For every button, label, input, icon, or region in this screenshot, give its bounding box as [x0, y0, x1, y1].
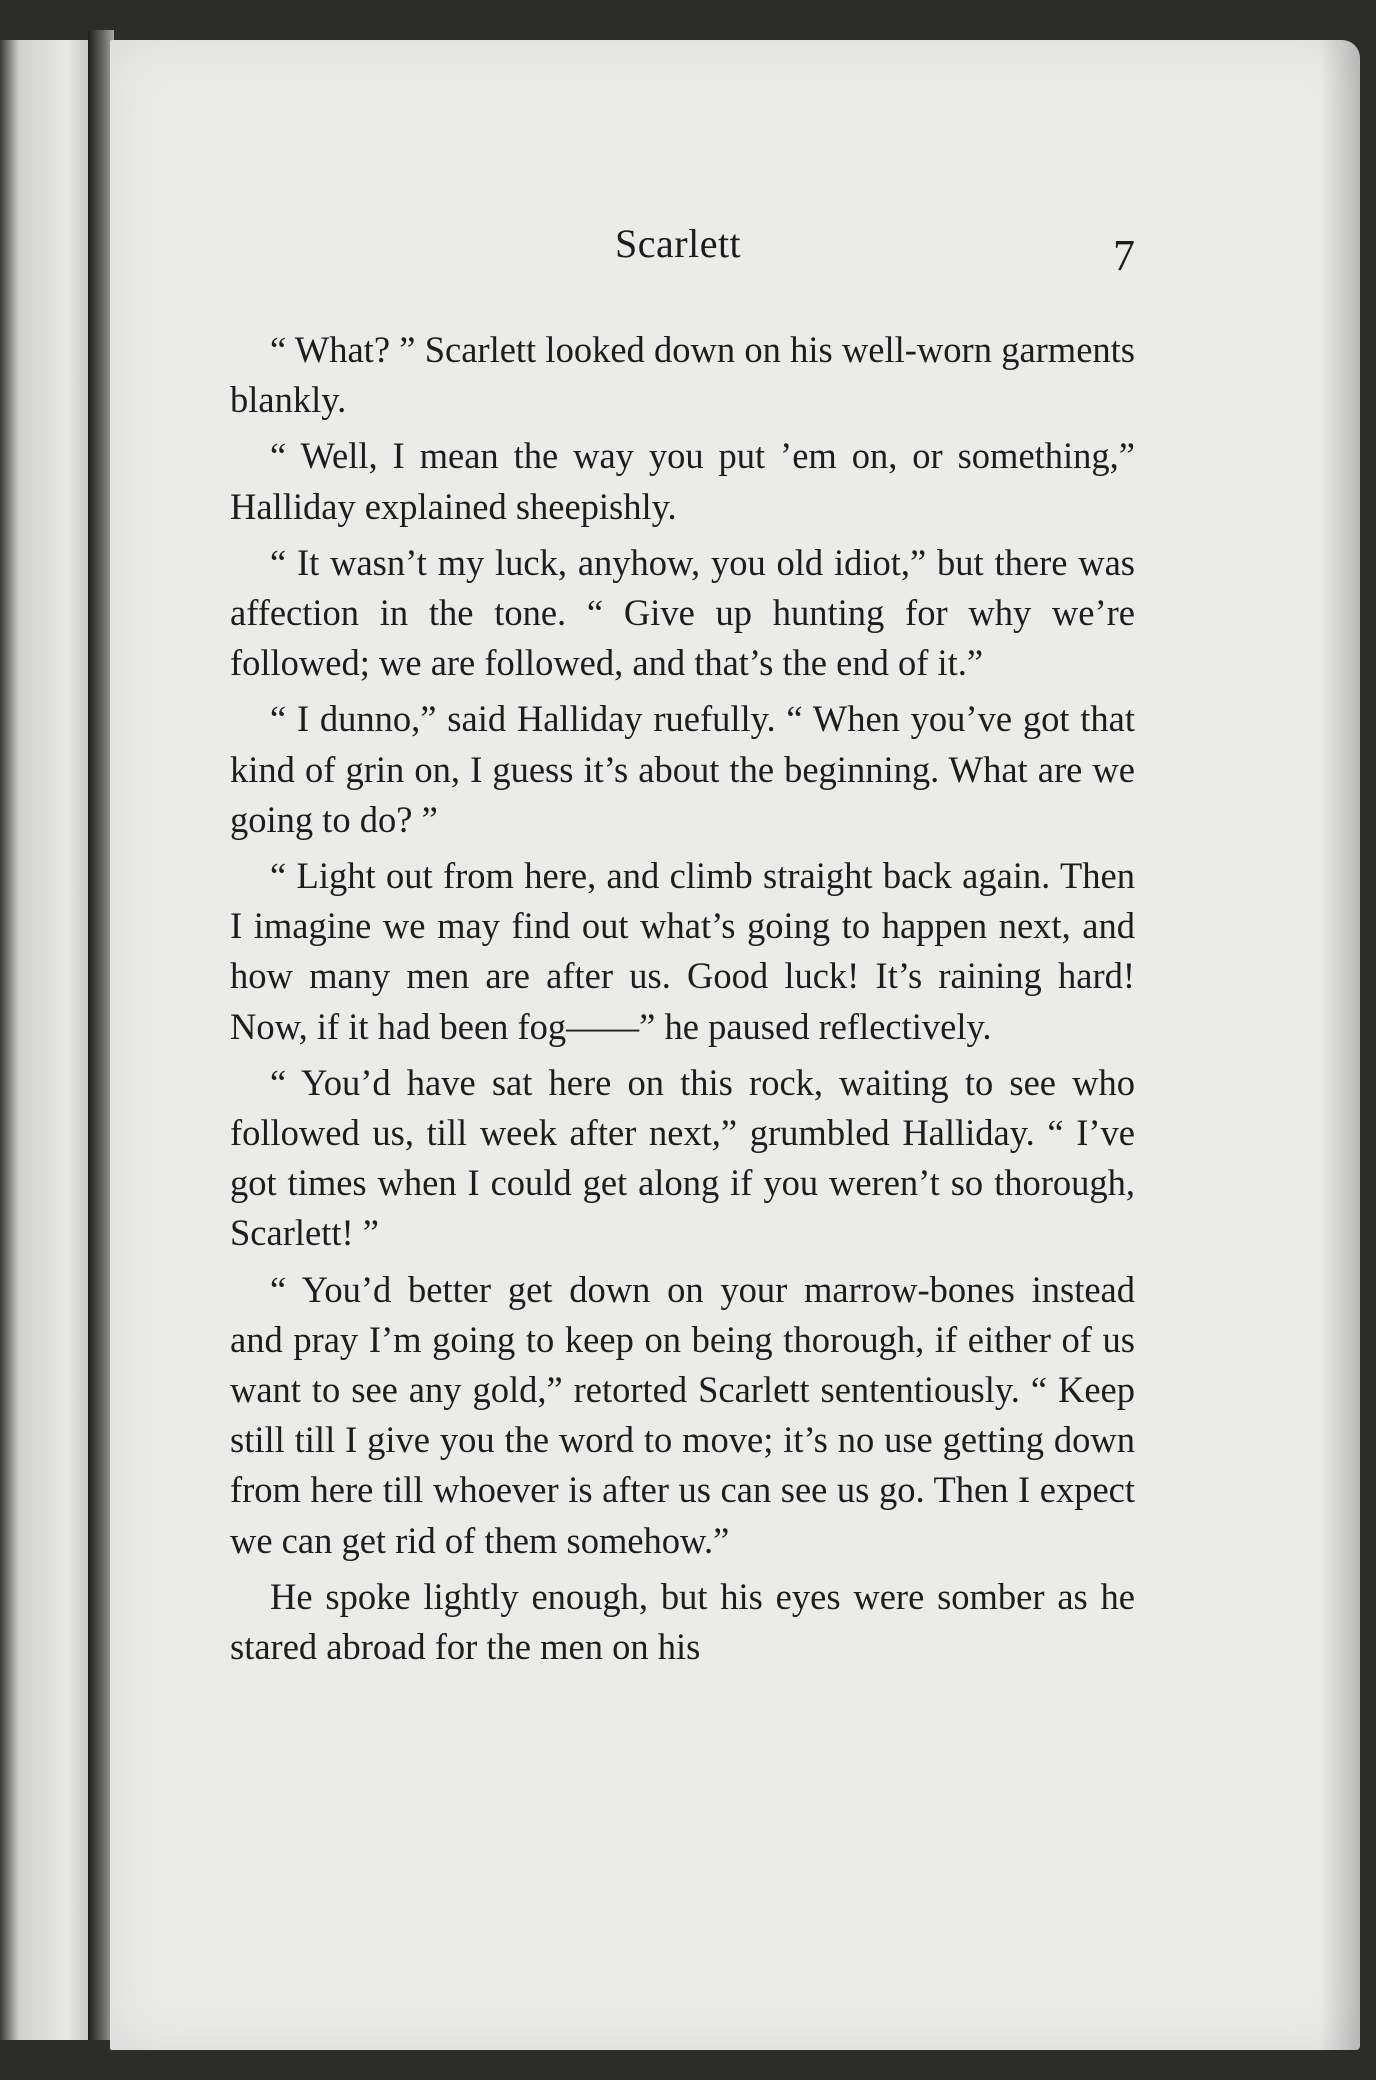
page-number: 7 — [1113, 231, 1135, 280]
paragraph: “ It wasn’t my luck, anyhow, you old idiot,” but there was affection in the tone. “ Give up hunting for why we’re followed; we are followed, and that’s the end of it.” — [230, 541, 1135, 684]
paragraph: “ You’d better get down on your marrow-bones instead and pray I’m going to keep on being thorough, if either of us want to see any gold,” retorted Scarlett sententiously. “ Keep still till I give you the word to move; it’s no use getting down from here till whoever is after us can see us go. Then I expect we can get rid of them somehow.” — [230, 1268, 1135, 1561]
paragraph: “ You’d have sat here on this rock, waiting to see who followed us, till week after next,” grumbled Halliday. “ I’ve got times when I could get along if you weren’t so thorough, Scarlett! ” — [230, 1061, 1135, 1254]
book-page — [110, 40, 1360, 2050]
paragraph: He spoke lightly enough, but his eyes were somber as he stared abroad for the men on his — [230, 1575, 1135, 1668]
book-binding — [0, 40, 95, 2040]
paragraph: “ Well, I mean the way you put ’em on, or something,” Halliday explained sheepishly. — [230, 435, 1135, 527]
paragraph: “ What? ” Scarlett looked down on his well-worn garments blankly. — [230, 329, 1135, 421]
running-head: Scarlett — [615, 221, 742, 266]
page-edge-shadow — [1320, 40, 1360, 2050]
paragraph: “ Light out from here, and climb straight back again. Then I imagine we may find out what’s going to happen next, and how many men are after us. Good luck! It’s raining hard! Now, if it had been fog——” he paused reflectively. — [230, 855, 1135, 1047]
body-text — [230, 325, 1135, 1678]
page-header — [110, 220, 1360, 290]
paragraph: “ I dunno,” said Halliday ruefully. “ When you’ve got that kind of grin on, I guess it’s about the beginning. What are we going to do? ” — [230, 698, 1135, 840]
